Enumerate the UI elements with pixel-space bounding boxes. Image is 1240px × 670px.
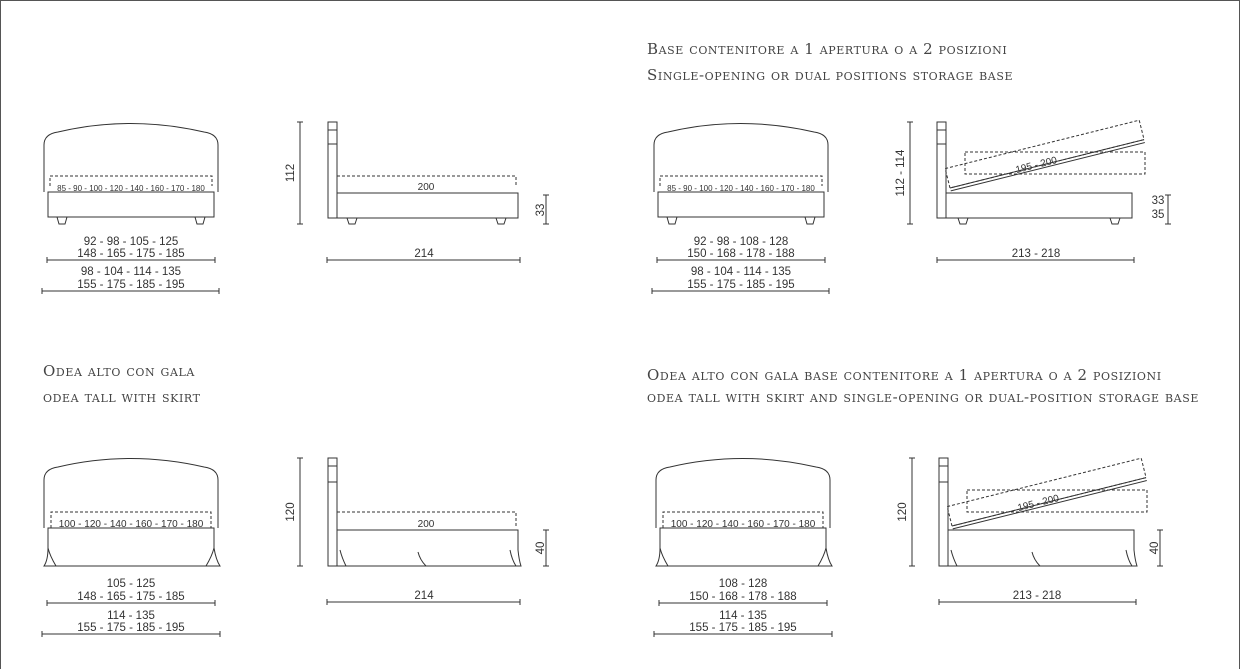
skirt-side (948, 530, 1137, 566)
length-label: 214 (414, 590, 434, 602)
heading-storage-base-it: Base contenitore a 1 apertura o a 2 posizioni (647, 40, 1008, 58)
skirt-outline (656, 528, 832, 566)
headboard-outline (44, 459, 218, 529)
bed-base-side (337, 193, 518, 218)
width-label-3: 114 - 135 (719, 610, 767, 622)
base-height-label: 40 (535, 541, 547, 555)
inner-width-label: 85 - 90 - 100 - 120 - 140 - 160 - 170 - 180 (667, 184, 815, 193)
bed-foot-right (195, 217, 205, 224)
width-label-1: 92 - 98 - 105 - 125 (83, 236, 179, 248)
bed-foot-left (57, 217, 67, 224)
width-label-3: 98 - 104 - 114 - 135 (80, 266, 182, 278)
width-label-3: 114 - 135 (107, 610, 155, 622)
heading-tall-skirt-storage-en: odea tall with skirt and single-opening or dual-position storage base (647, 388, 1199, 406)
lifted-length-label: 195 - 200 (1014, 155, 1059, 177)
width-label-4: 155 - 175 - 185 - 195 (687, 279, 795, 291)
lifted-platform (945, 120, 1145, 191)
width-label-2: 150 - 168 - 178 - 188 (687, 248, 795, 260)
heading-tall-skirt-storage-it: Odea alto con gala base contenitore a 1 apertura o a 2 posizioni (647, 366, 1162, 384)
base-height-label: 40 (1149, 541, 1161, 555)
mattress-length-label: 200 (417, 519, 435, 530)
width-label-1: 92 - 98 - 108 - 128 (693, 236, 789, 248)
headboard-side (937, 122, 946, 218)
inner-width-label: 100 - 120 - 140 - 160 - 170 - 180 (670, 519, 816, 530)
length-label: 213 - 218 (1011, 248, 1061, 260)
skirt-outline (44, 528, 220, 566)
lifted-platform (947, 458, 1147, 529)
width-label-2: 148 - 165 - 175 - 185 (77, 591, 185, 603)
headboard-side (939, 458, 948, 566)
width-label-4: 155 - 175 - 185 - 195 (689, 622, 797, 634)
bed-base (658, 192, 824, 217)
width-label-3: 98 - 104 - 114 - 135 (690, 266, 792, 278)
headboard-outline (656, 459, 830, 529)
base-height-label-1: 33 (1151, 195, 1165, 207)
base-height-label: 33 (535, 203, 547, 217)
side-view-standard (285, 122, 549, 263)
front-view-skirt (42, 459, 220, 638)
height-label: 112 - 114 (895, 149, 907, 197)
width-label-1: 108 - 128 (718, 578, 768, 590)
bed-base (48, 192, 214, 217)
width-label-2: 150 - 168 - 178 - 188 (689, 591, 797, 603)
skirt-side (337, 530, 521, 566)
width-label-4: 155 - 175 - 185 - 195 (77, 279, 185, 291)
length-label: 213 - 218 (1012, 590, 1062, 602)
bed-base-side (946, 193, 1132, 218)
side-view-skirt (285, 458, 549, 605)
base-height-label-2: 35 (1151, 209, 1165, 221)
front-view-standard (42, 124, 219, 295)
headboard-outline (654, 124, 828, 193)
inner-width-label: 100 - 120 - 140 - 160 - 170 - 180 (58, 519, 204, 530)
length-label: 214 (414, 248, 434, 260)
side-view-skirt-storage (897, 458, 1163, 605)
heading-tall-skirt-it: Odea alto con gala (43, 362, 195, 380)
height-label: 120 (285, 502, 297, 522)
height-label: 120 (897, 502, 909, 522)
width-label-2: 148 - 165 - 175 - 185 (77, 248, 185, 260)
width-label-4: 155 - 175 - 185 - 195 (77, 622, 185, 634)
lifted-length-label: 195 - 200 (1016, 493, 1061, 515)
headboard-outline (44, 124, 218, 193)
side-view-storage (895, 120, 1171, 263)
heading-tall-skirt-en: odea tall with skirt (43, 388, 201, 406)
inner-width-label: 85 - 90 - 100 - 120 - 140 - 160 - 170 - 180 (57, 184, 205, 193)
headboard-side (328, 122, 337, 218)
front-view-skirt-storage (654, 459, 832, 638)
front-view-storage (652, 124, 829, 295)
width-label-1: 105 - 125 (106, 578, 156, 590)
headboard-side (328, 458, 337, 566)
heading-storage-base-en: Single-opening or dual positions storage base (647, 66, 1014, 84)
height-label: 112 (285, 163, 297, 183)
mattress-length-label: 200 (417, 182, 435, 193)
